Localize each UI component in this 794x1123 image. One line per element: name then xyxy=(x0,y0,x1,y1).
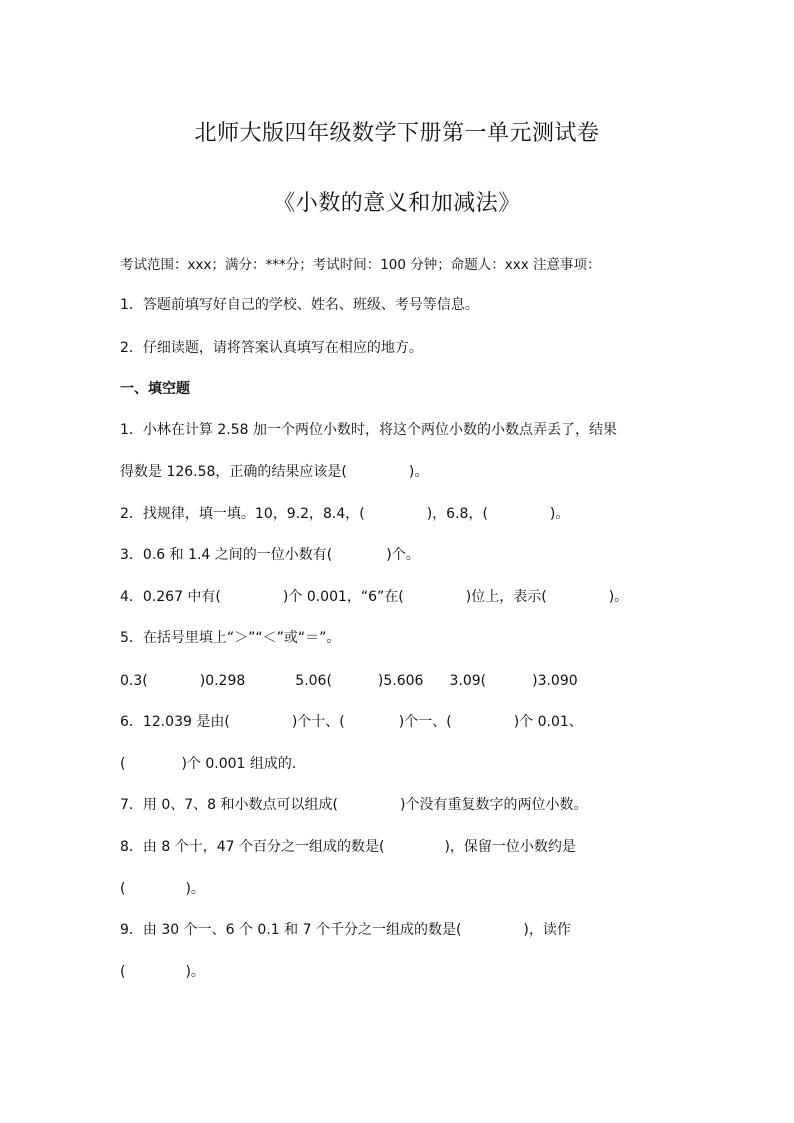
question-text: )个没有重复数字的两位小数。 xyxy=(400,797,588,813)
compare-item: 0.3( xyxy=(120,673,148,689)
question-9-line-1 xyxy=(120,921,571,939)
question-text: )，保留一位小数约是 xyxy=(444,839,576,855)
question-3 xyxy=(120,546,420,564)
question-6-line-2 xyxy=(120,755,306,773)
question-text: )个十、( xyxy=(291,714,345,730)
compare-item: 3.09( xyxy=(449,673,487,689)
question-5: 5．在括号里填上“＞”“＜”或“＝”。 xyxy=(120,630,341,646)
compare-row xyxy=(120,672,578,690)
note-2: 2．仔细读题，请将答案认真填写在相应的地方。 xyxy=(120,340,423,356)
question-9-line-2 xyxy=(120,963,205,981)
question-text: ( xyxy=(120,964,126,980)
question-1-line-2 xyxy=(120,463,428,481)
question-text: 3．0.6 和 1.4 之间的一位小数有( xyxy=(120,547,333,563)
question-text: 6．12.039 是由( xyxy=(120,714,230,730)
question-2 xyxy=(120,505,569,523)
question-text: )，6.8，( xyxy=(426,506,488,522)
question-text: )。 xyxy=(185,964,205,980)
question-4 xyxy=(120,588,628,606)
section-heading: 一、填空题 xyxy=(120,381,190,397)
question-8-line-1 xyxy=(120,838,576,856)
question-text: 7．用 0、7、8 和小数点可以组成( xyxy=(120,797,338,813)
compare-item: )3.090 xyxy=(532,673,578,689)
question-text: 4．0.267 中有( xyxy=(120,589,221,605)
question-7 xyxy=(120,796,587,814)
question-text: )。 xyxy=(185,881,205,897)
exam-info: 考试范围：xxx；满分：***分；考试时间：100 分钟；命题人：xxx 注意事项： xyxy=(120,257,601,273)
question-text: ( xyxy=(120,881,126,897)
question-text: 2．找规律，填一填。10，9.2，8.4，( xyxy=(120,506,365,522)
question-text: ( xyxy=(120,756,126,772)
compare-item: )5.606 xyxy=(377,673,424,689)
compare-item: )0.298 xyxy=(199,673,246,689)
question-text: )，读作 xyxy=(523,922,571,938)
question-text: )个 0.001，“6”在( xyxy=(282,589,404,605)
question-text: 8．由 8 个十，47 个百分之一组成的数是( xyxy=(120,839,385,855)
page-title: 北师大版四年级数学下册第一单元测试卷 xyxy=(194,121,600,146)
compare-item: 5.06( xyxy=(295,673,332,689)
question-text: 得数是 126.58，正确的结果应该是( xyxy=(120,464,347,480)
question-text: )个一、( xyxy=(398,714,452,730)
question-text: )个 0.01、 xyxy=(513,714,583,730)
question-8-line-2 xyxy=(120,880,205,898)
page-subtitle: 《小数的意义和加减法》 xyxy=(273,191,521,216)
question-text: )。 xyxy=(408,464,429,480)
question-text: )个。 xyxy=(386,547,420,563)
question-text: )位上，表示( xyxy=(465,589,547,605)
note-1: 1．答题前填写好自己的学校、姓名、班级、考号等信息。 xyxy=(120,297,479,313)
question-text: )。 xyxy=(549,506,570,522)
question-text: )个 0.001 组成的． xyxy=(181,756,306,772)
question-1-line-1: 1．小林在计算 2.58 加一个两位小数时，将这个两位小数的小数点弄丢了，结果 xyxy=(120,422,617,438)
question-text: )。 xyxy=(608,589,629,605)
question-text: 9．由 30 个一、6 个 0.1 和 7 个千分之一组成的数是( xyxy=(120,922,462,938)
question-6-line-1 xyxy=(120,713,583,731)
